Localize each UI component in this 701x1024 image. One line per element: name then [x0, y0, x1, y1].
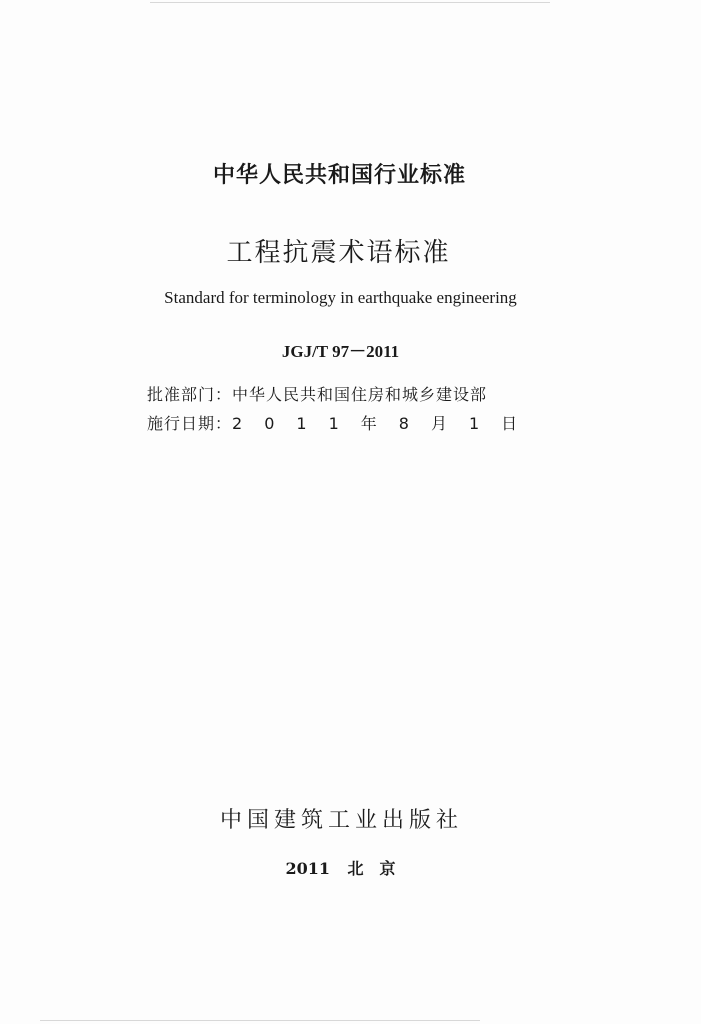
approval-label: 批准部门： [147, 385, 233, 404]
standard-category: 中华人民共和国行业标准 [212, 163, 466, 188]
standard-code: JGJ/T 97－2011 [281, 342, 400, 361]
approval-row [147, 382, 517, 411]
effective-date-row [147, 411, 517, 440]
effective-date-label: 施行日期： [147, 414, 233, 433]
date-char: 日 [501, 414, 518, 433]
info-block [147, 382, 517, 440]
effective-date-value [232, 411, 517, 434]
title-chinese: 工程抗震术语标准 [226, 238, 451, 268]
publication-place [0, 856, 691, 879]
bottom-edge [40, 1020, 480, 1021]
date-char: 1 [296, 414, 307, 433]
top-edge [150, 2, 550, 3]
date-char: 1 [328, 414, 339, 433]
publisher-name: 中国建筑工业出版社 [219, 808, 463, 833]
approval-value: 中华人民共和国住房和城乡建设部 [232, 385, 488, 404]
title-english: Standard for terminology in earthquake engineering [164, 288, 517, 307]
date-char: 8 [398, 414, 409, 433]
date-char: 年 [360, 414, 377, 433]
publication-city: 北 京 [347, 859, 396, 878]
date-char: 2 [232, 414, 243, 433]
date-char: 1 [468, 414, 480, 433]
publication-year: 2011 [285, 859, 330, 878]
date-char: 0 [264, 414, 275, 433]
date-char: 月 [430, 414, 447, 433]
